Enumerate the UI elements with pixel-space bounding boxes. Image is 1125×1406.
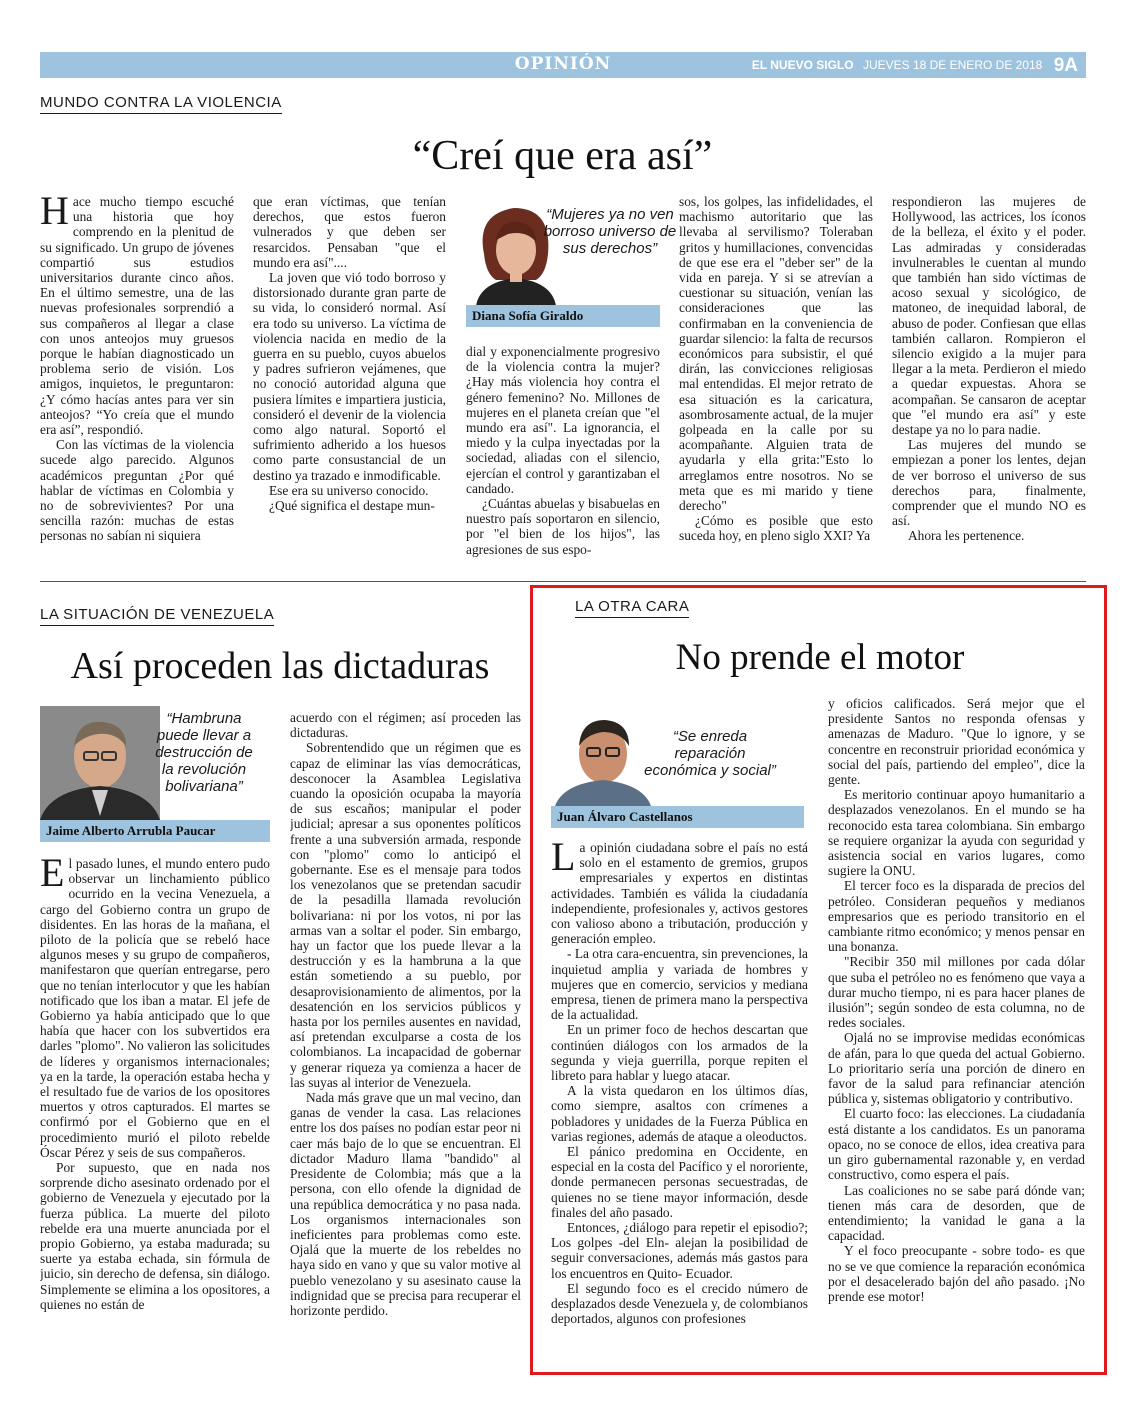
paragraph: Por supuesto, que en nada nos sorprende dicho asesinato ordenado por el gobierno de Venezuela y ejecutado por la fuerza pública. La muerte del piloto rebelde era una muerte anunciada por el propio Gobierno, ya estaba madurada; su suerte ya estaba echada, sin fórmula de juicio, sin derecho de defensa, sin diálogo. Simplemente se elimina a los opositores, a quienes no están de [40,1160,270,1312]
paragraph: Con las víctimas de la violencia sucede algo parecido. Algunos académicos preguntan ¿Por qué hablar de víctimas en Colombia y no de sobrevivientes? Por una sencilla razón: muchas de estas personas no sabían ni siquiera [40,437,234,544]
paragraph: Ojalá no se improvise medidas económicas de afán, para lo que queda del actual Gobierno. Lo prioritario sería una porción de dinero en favor de la salud para refinanciar atención pública y, sistemas obligatorio y contributivo. [828,1030,1085,1107]
paragraph: sos, los golpes, las infidelidades, el machismo autoritario que las llevaba al servilismo? Toleraban gritos y humillaciones, convencidas de que ese era el "deber ser" de la vida en pareja. Y si se atrevían a cuestionar su situación, venían las consideraciones que las confirmaban en la conveniencia de guardar silencio: la falta de recursos económicos para subsistir, el qué dirán, las convicciones religiosas mal entendidas. El mejor retrato de esa situación es la caricatura, asombrosamente actual, de la mujer golpeada en la calle por su acompañante. Alguien trata de ayudarla y ella grita:"Esto lo arreglamos entre nosotros. No se meta que es mi marido y tiene derecho" [679,194,873,514]
article3-author-byline: Juan Álvaro Castellanos [551,806,804,828]
dropcap: E [40,856,65,895]
article1-author-byline: Diana Sofía Giraldo [466,305,660,327]
paragraph: Las coaliciones no se sabe pará dónde van; tienen más cara de desorden, que de entendimiento; la vanidad le gana a la capacidad. [828,1182,1085,1244]
article1-column-2 [253,194,446,569]
section-divider [40,581,1086,582]
paragraph: El pánico predomina en Occidente, en especial en la costa del Pacífico y el nororiente, donde permanecen personas secuestradas, de quienes no se tiene mayor información, desde finales del año pasado. [551,1144,808,1220]
page-number: 9A [1053,55,1078,76]
article2-headline: Así proceden las dictaduras [70,645,490,687]
paragraph: Nada más grave que un mal vecino, dan ganas de vender la casa. Las relaciones entre los dos países no podían estar peor ni caer más bajo de lo que se encuentran. El dictador Maduro llama "bandido" al Presidente de Colombia; más que a la persona, con ello ofende la dignidad de una república democrática y no pasa nada. Los organismos internacionales son ineficientes para problemas como este. Ojalá que la muerte de los rebeldes no haya sido en vano y que su valor motive al pueblo venezolano y su asesinato cause la indignidad que se precisa para recuperar el horizonte perdido. [290,1090,521,1318]
paragraph: "Recibir 350 mil millones por cada dólar que suba el petróleo no es fenómeno que vaya a durar mucho tiempo, ni es para hacer planes de ilusión"; según sondeo de esta columna, no de redes sociales. [828,954,1085,1031]
dropcap: H [40,194,69,233]
paragraph: Ese era su universo conocido. [269,482,429,498]
article3-column-1 [551,840,808,1352]
article2-kicker: LA SITUACIÓN DE VENEZUELA [40,606,274,626]
paragraph: La joven que vió todo borroso y distorsionado durante gran parte de su vida, lo consideró normal. Así era todo su universo. La víctima de violencia nacida en medio de la guerra en su pueblo, cuyos abuelos y padres sufrieron vejámenes, que no conoció autoridad alguna que pusiera límites e impartiera justicia, consideró el devenir de la violencia como algo natural. Soportó el sufrimiento adherido a los huesos como parte consustancial de un destino ya trazado e inmodificable. [253,270,446,483]
paragraph: acuerdo con el régimen; así proceden las dictaduras. [290,710,521,741]
paragraph: l pasado lunes, el mundo entero pudo observar un linchamiento público ocurrido en la vecina Venezuela, a cargo del Gobierno contra un grupo de disidentes. En las horas de la mañana, el piloto de la policía que se rebeló hace algunos meses y su grupo de compañeros, manifestaron que querían entregarse, pero que no tenían interlocutor y que les habían notificado que los iban a matar. El jefe de Gobierno ya había anticipado que lo que había que hacer con los subvertidos era darles "plomo". No valieron las solicitudes de líderes y organismos internacionales; ya en la tarde, la operación estaba hecha y el resultado fue de varios de los opositores muertos y otros capturados. El martes se confirmó por el Gobierno que en el procedimiento murió el piloto rebelde Óscar Pérez y seis de sus compañeros. [40,856,270,1160]
paragraph: Entonces, ¿diálogo para repetir el episodio?; Los golpes -del Eln- alejan la posibilidad de seguir conversaciones, además más gastos para los encuentros en Quito- Ecuador. [551,1220,808,1281]
paragraph: y oficios calificados. Será mejor que el presidente Santos no responda ofensas y amenazas de Maduro. "Que lo ignore, y se concentre en reconstruir prioridad económica y social del país, partiendo del empleo", dice la gente. [828,696,1085,788]
article3-kicker: LA OTRA CARA [575,598,689,618]
article1-pull-quote: “Mujeres ya no ven borroso universo de sus derechos” [543,206,677,257]
paragraph: ¿Cuántas abuelas y bisabuelas en nuestro país soportaron en silencio, por "el bien de los hijos", las agresiones de sus espo- [466,496,660,557]
article2-pull-quote: “Hambruna puede llevar a destrucción de la revolución bolivariana” [155,710,253,795]
article1-kicker: MUNDO CONTRA LA VIOLENCIA [40,94,282,114]
article1-column-4 [679,194,873,569]
paragraph: Las mujeres del mundo se empiezan a poner los lentes, dejan de ver borroso el universo de sus derechos para, finalmente, comprender que el mundo NO es así. [892,437,1086,529]
paragraph: dial y exponencialmente progresivo de la violencia contra la mujer? ¿Hay más violencia hoy contra el género femenino? No. Millones de mujeres en el planeta creían que "el mundo era así". La ignorancia, el miedo y la culpa inyectadas por la sociedad, aliadas con el silencio, ejercían el control y garantizaban el candado. [466,344,660,496]
article2-column-1 [40,856,270,1352]
paragraph: respondieron las mujeres de Hollywood, las actrices, los íconos de la belleza, el éxito y el poder. Las admiradas y consideradas invulnerables le cuentan al mundo que también han sido víctimas de acoso sexual y sicológico, de matoneo, de inequidad laboral, de abuso de poder. Confiesan que ellas también callaron. Rompieron el silencio exigido a la mujer para llegar a la meta. Perdieron el miedo a quedar expuestas. Ahora se acompañan. Se cansaron de aceptar que "el mundo era así" y este destape ya no lo para nadie. [892,194,1086,438]
article1-headline: “Creí que era así” [412,133,713,179]
article3-column-2 [828,696,1085,1352]
article2-column-2 [290,710,521,1352]
paragraph: El tercer foco es la disparada de precios del petróleo. Consideran pequeños y medianos empresarios que es periodo transitorio en el cambiante ritmo económico; y menos pensar en una bonanza. [828,878,1085,955]
paragraph: Y el foco preocupante - sobre todo- es que no se ve que comience la reparación económica por el desacelerado bajón del año pasado. ¡No prende ese motor! [828,1243,1085,1304]
section-header-bar [40,52,1086,78]
article1-column-3 [466,344,660,569]
paragraph: Es meritorio continuar apoyo humanitario a desplazados venezolanos. En el mundo se ha reconocido esta tarea colombiana. Sin embargo se requiere organizar la ayuda con seguridad y asistencia social en varios lugares, como sugiere la ONU. [828,787,1085,879]
paragraph: El segundo foco es el crecido número de desplazados desde Venezuela y, de colombianos deportados, algunos con profesiones [551,1280,808,1327]
newspaper-name: EL NUEVO SIGLO [751,58,854,72]
article1-column-1 [40,194,234,569]
paragraph: ¿Cómo es posible que esto suceda hoy, en pleno siglo XXI? Ya [679,513,873,544]
paragraph: En un primer foco de hechos descartan que continúen diálogos con los armados de la segunda y vieja guerrilla, porque repiten el libreto para hablar y luego atacar. [551,1022,808,1084]
paragraph: A la vista quedaron en los últimos días, como siempre, asaltos con crímenes a pobladores y unidades de la Fuerza Pública en varias regiones, además de ataque a oleoductos. [551,1083,808,1144]
paragraph: Sobrentendido que un régimen que es capaz de eliminar las vías democráticas, desconocer la Asamblea Legislativa cuando la oposición ocupaba la mayoría de sus escaños; manipular el poder judicial; apresar a sus oponentes políticos frente a una subversión armada, responde con "plomo" como lo anticipó el gobernante. Ese es el mensaje para todos los venezolanos que se pretendan sacudir de la pesadilla llamada revolución bolivariana: ni por los votos, ni por las armas van a soltar el poder. Sin embargo, hay un factor que los puede llevar a la destrucción y es la hambruna a la que están sometiendo a su pueblo, por desaprovisionamiento de alimentos, por la desatención en los servicios públicos y hasta por los perniles ausentes en navidad, así pretendan exculparse a costa de los colombianos. La incapacidad de gobernar y generar riqueza ya comienza a hacer de las suyas al interior de Venezuela. [290,740,521,1090]
paragraph: - La otra cara-encuentra, sin prevenciones, la inquietud amplia y variada de hombres y mujeres que en comercio, servicios y mediana empresa, tienen de primera mano la perspectiva de la actualidad. [551,946,808,1023]
dropcap: L [551,840,576,879]
paragraph: a opinión ciudadana sobre el país no está solo en el estamento de gremios, grupos empresariales y expertos en distintas actividades. También es válida la ciudadanía independiente, profesionales y, activos gestores con valioso abono a tributación, producción y generación empleo. [551,840,808,947]
issue-date: JUEVES 18 DE ENERO DE 2018 [862,58,1043,72]
article3-headline: No prende el motor [675,637,965,678]
paragraph: El cuarto foco: las elecciones. La ciudadanía está distante a los candidatos. Es un panorama opaco, no se conoce de ellos, idea creativa para un giro gubernamental razonable y, en verdad constructivo, como espera el país. [828,1106,1085,1183]
article2-author-byline: Jaime Alberto Arrubla Paucar [40,820,270,842]
paragraph: Ahora les pertenence. [908,528,1025,544]
paragraph: ace mucho tiempo escuché una historia que hoy comprendo en la plenitud de su significado. Un grupo de jóvenes compartió sus estudios universitarios durante cinco años. En el último semestre, una de las nuevas profesionales sorprendió a sus compañeros al llegar a clase con unos anteojos muy gruesos porque le habían diagnosticado un problema serio de visión. Los amigos, inquietos, le preguntaron: ¿Y cómo hacías antes para ver sin anteojos? “Yo creía que el mundo era así”, respondió. [40,194,234,438]
section-title: OPINIÓN [514,54,612,74]
article1-column-5 [892,194,1086,569]
masthead-info [752,55,1078,77]
article3-pull-quote: “Se enreda reparación económica y social” [644,728,776,779]
author-photo-jaime [40,706,160,820]
paragraph: ¿Qué significa el destape mun- [269,498,435,514]
paragraph: que eran víctimas, que tenían derechos, que estos fueron vulnerados y que deben ser resarcidos. Pensaban "que el mundo era así".... [253,194,446,270]
